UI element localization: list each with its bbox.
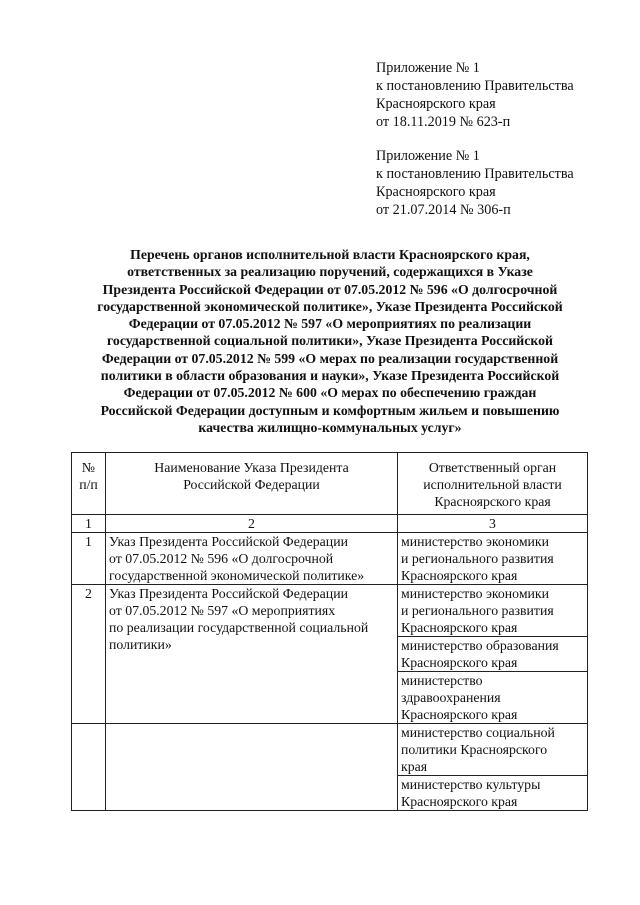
row-number [72, 724, 106, 811]
decree-line: от 07.05.2012 № 596 «О долгосрочной [109, 551, 334, 566]
header-line: № [81, 460, 96, 475]
column-number: 1 [72, 515, 106, 533]
header-line: п/п [79, 477, 98, 492]
appendix-line: Приложение № 1 [376, 60, 480, 76]
organ-line: и регионального развития [401, 603, 554, 618]
table-row [72, 724, 588, 776]
responsible-organ-cell [398, 637, 588, 672]
table-body [72, 515, 588, 811]
organ-line: политики Красноярского [401, 742, 548, 757]
responsible-organ-cell [398, 585, 588, 637]
header-line: Наименование Указа Президента [154, 460, 349, 475]
organ-line: края [401, 759, 428, 774]
title-line: Федерации от 07.05.2012 № 599 «О мерах по реализации государственной [101, 350, 559, 366]
title-line: Федерации от 07.05.2012 № 600 «О мерах по обеспечению граждан [123, 385, 537, 401]
organ-line: Красноярского края [401, 794, 518, 809]
header-line: исполнительной власти [423, 477, 562, 492]
appendix-note-2 [376, 147, 574, 219]
title-line: Перечень органов исполнительной власти Красноярского края, [130, 247, 530, 262]
appendix-note-1 [376, 59, 574, 131]
appendix-line: Красноярского края [376, 96, 496, 112]
responsible-organ-cell [398, 672, 588, 724]
organ-line: Красноярского края [401, 620, 518, 635]
decree-cell [106, 724, 398, 811]
title-line: качества жилищно-коммунальных услуг» [198, 419, 462, 435]
decree-line: по реализации государственной социальной [109, 620, 369, 635]
title-line: Российской Федерации доступным и комфортным жильем и повышению [100, 402, 560, 418]
table-row [72, 533, 588, 585]
organ-line: министерство [401, 673, 483, 688]
appendix-line: от 21.07.2014 № 306-п [376, 202, 511, 218]
organ-line: Красноярского края [401, 707, 518, 722]
appendix-line: Приложение № 1 [376, 148, 480, 164]
organ-line: Красноярского края [401, 655, 518, 670]
organ-line: министерство социальной [401, 725, 555, 740]
title-line: государственной социальной политики», Указе Президента Российской [107, 333, 553, 349]
title-line: политики в области образования и науки», Указе Президента Российской [100, 368, 560, 384]
table-header-row [72, 453, 588, 515]
responsible-organ-cell [398, 724, 588, 776]
responsible-organ-cell [398, 533, 588, 585]
title-line: государственной экономической политике», Указе Президента Российской [97, 298, 563, 314]
title-line: Федерации от 07.05.2012 № 597 «О мероприятиях по реализации [128, 316, 532, 332]
decree-line: Указ Президента Российской Федерации [109, 586, 348, 601]
row-number: 2 [72, 585, 106, 724]
column-number: 2 [106, 515, 398, 533]
decree-cell [106, 585, 398, 724]
decree-line: государственной экономической политике» [109, 568, 365, 583]
header-line: Ответственный орган [428, 460, 557, 475]
appendix-line: к постановлению Правительства [376, 78, 574, 94]
column-number-row [72, 515, 588, 533]
decree-cell [106, 533, 398, 585]
organ-line: здравоохранения [401, 690, 501, 705]
header-decree [106, 453, 398, 515]
organ-line: министерство образования [401, 638, 559, 653]
appendix-line: к постановлению Правительства [376, 166, 574, 182]
title-line: Президента Российской Федерации от 07.05.2012 № 596 «О долгосрочной [102, 281, 558, 297]
row-number: 1 [72, 533, 106, 585]
header-line: Красноярского края [434, 494, 551, 509]
decree-line: Указ Президента Российской Федерации [109, 534, 348, 549]
responsible-organs-table [71, 452, 588, 811]
table-row [72, 585, 588, 637]
header-line: Российской Федерации [183, 477, 320, 492]
appendix-line: Красноярского края [376, 184, 496, 200]
decree-line: от 07.05.2012 № 597 «О мероприятиях [109, 603, 336, 618]
title-line: ответственных за реализацию поручений, содержащихся в Указе [127, 264, 533, 280]
document-title [70, 246, 590, 436]
column-number: 3 [398, 515, 588, 533]
organ-line: министерство культуры [401, 777, 541, 792]
decree-line: политики» [109, 637, 172, 652]
organ-line: министерство экономики [401, 534, 550, 549]
header-num [72, 453, 106, 515]
responsible-organ-cell [398, 776, 588, 811]
appendix-line: от 18.11.2019 № 623-п [376, 114, 511, 130]
header-responsible [398, 453, 588, 515]
organ-line: Красноярского края [401, 568, 518, 583]
organ-line: министерство экономики [401, 586, 550, 601]
organ-line: и регионального развития [401, 551, 554, 566]
